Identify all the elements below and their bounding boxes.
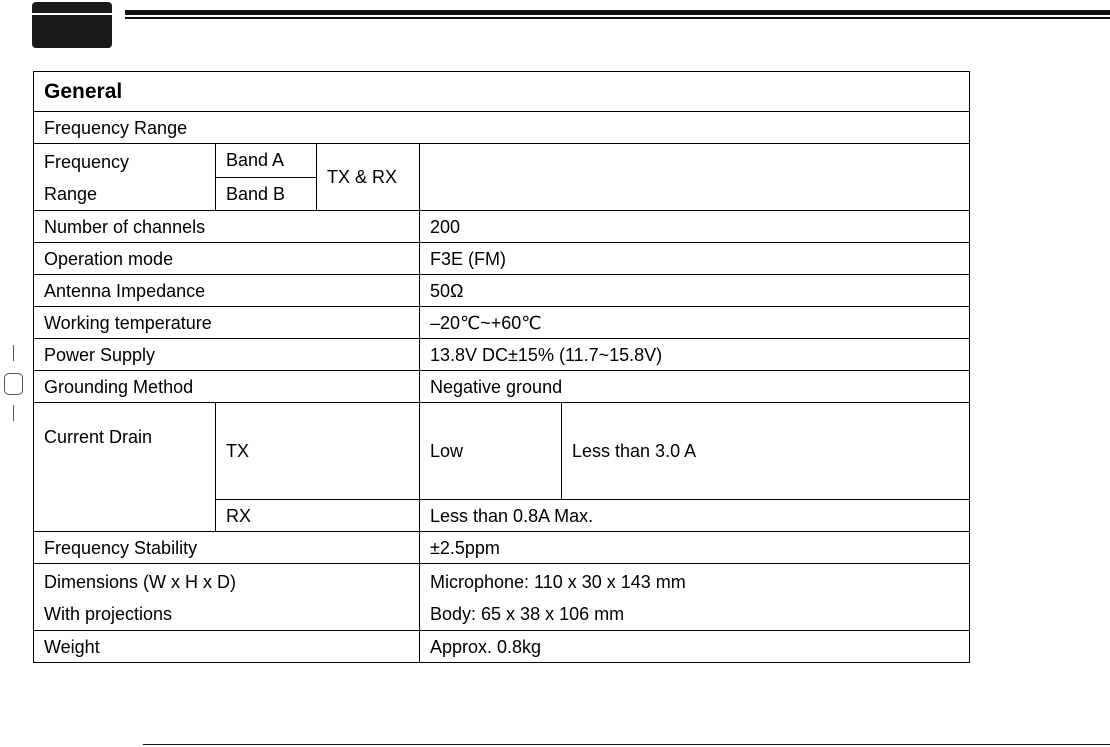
dimensions-label: Dimensions (W x H x D) With projections — [34, 564, 420, 631]
subtitle-cell: Frequency Range — [34, 112, 970, 144]
row-label: Antenna Impedance — [34, 275, 420, 307]
row-value: ±2.5ppm — [420, 532, 970, 564]
row-value: –20℃~+60℃ — [420, 307, 970, 339]
row-label: Frequency Stability — [34, 532, 420, 564]
row-value: Negative ground — [420, 371, 970, 403]
table-row — [34, 275, 970, 307]
table-row — [34, 339, 970, 371]
row-value: Approx. 0.8kg — [420, 631, 970, 663]
row-value: 200 — [420, 211, 970, 243]
table-row — [34, 307, 970, 339]
frequency-value-cell — [420, 144, 970, 211]
footer-rule — [143, 744, 1110, 745]
row-value: 50Ω — [420, 275, 970, 307]
band-b-cell: Band B — [216, 177, 317, 211]
table-row — [34, 112, 970, 144]
tx-low-cell: Low — [420, 403, 562, 500]
spec-table — [33, 71, 970, 663]
table-row — [34, 532, 970, 564]
table-row — [34, 211, 970, 243]
table-row — [34, 403, 970, 500]
header-rule-thin — [125, 17, 1110, 19]
row-value: 13.8V DC±15% (11.7~15.8V) — [420, 339, 970, 371]
page-edge-marker — [2, 345, 26, 425]
table-row — [34, 564, 970, 631]
band-a-cell: Band A — [216, 144, 317, 178]
row-label: Weight — [34, 631, 420, 663]
tx-cell: TX — [216, 403, 420, 500]
row-label: Number of channels — [34, 211, 420, 243]
row-label: Operation mode — [34, 243, 420, 275]
section-heading: General — [34, 72, 970, 112]
row-value: F3E (FM) — [420, 243, 970, 275]
table-row — [34, 72, 970, 112]
table-row — [34, 243, 970, 275]
table-row — [34, 631, 970, 663]
chapter-tab — [32, 2, 112, 48]
table-row — [34, 371, 970, 403]
row-label: Power Supply — [34, 339, 420, 371]
current-drain-label: Current Drain — [34, 403, 216, 532]
table-row — [34, 144, 970, 178]
tx-low-value: Less than 3.0 A — [562, 403, 970, 500]
dimensions-value: Microphone: 110 x 30 x 143 mm Body: 65 x 38 x 106 mm — [420, 564, 970, 631]
header-rule — [125, 10, 1110, 15]
row-label: Grounding Method — [34, 371, 420, 403]
row-label: Working temperature — [34, 307, 420, 339]
rx-value: Less than 0.8A Max. — [420, 500, 970, 532]
rx-cell: RX — [216, 500, 420, 532]
txrx-cell: TX & RX — [317, 144, 420, 211]
frequency-range-label: Frequency Range — [34, 144, 216, 211]
